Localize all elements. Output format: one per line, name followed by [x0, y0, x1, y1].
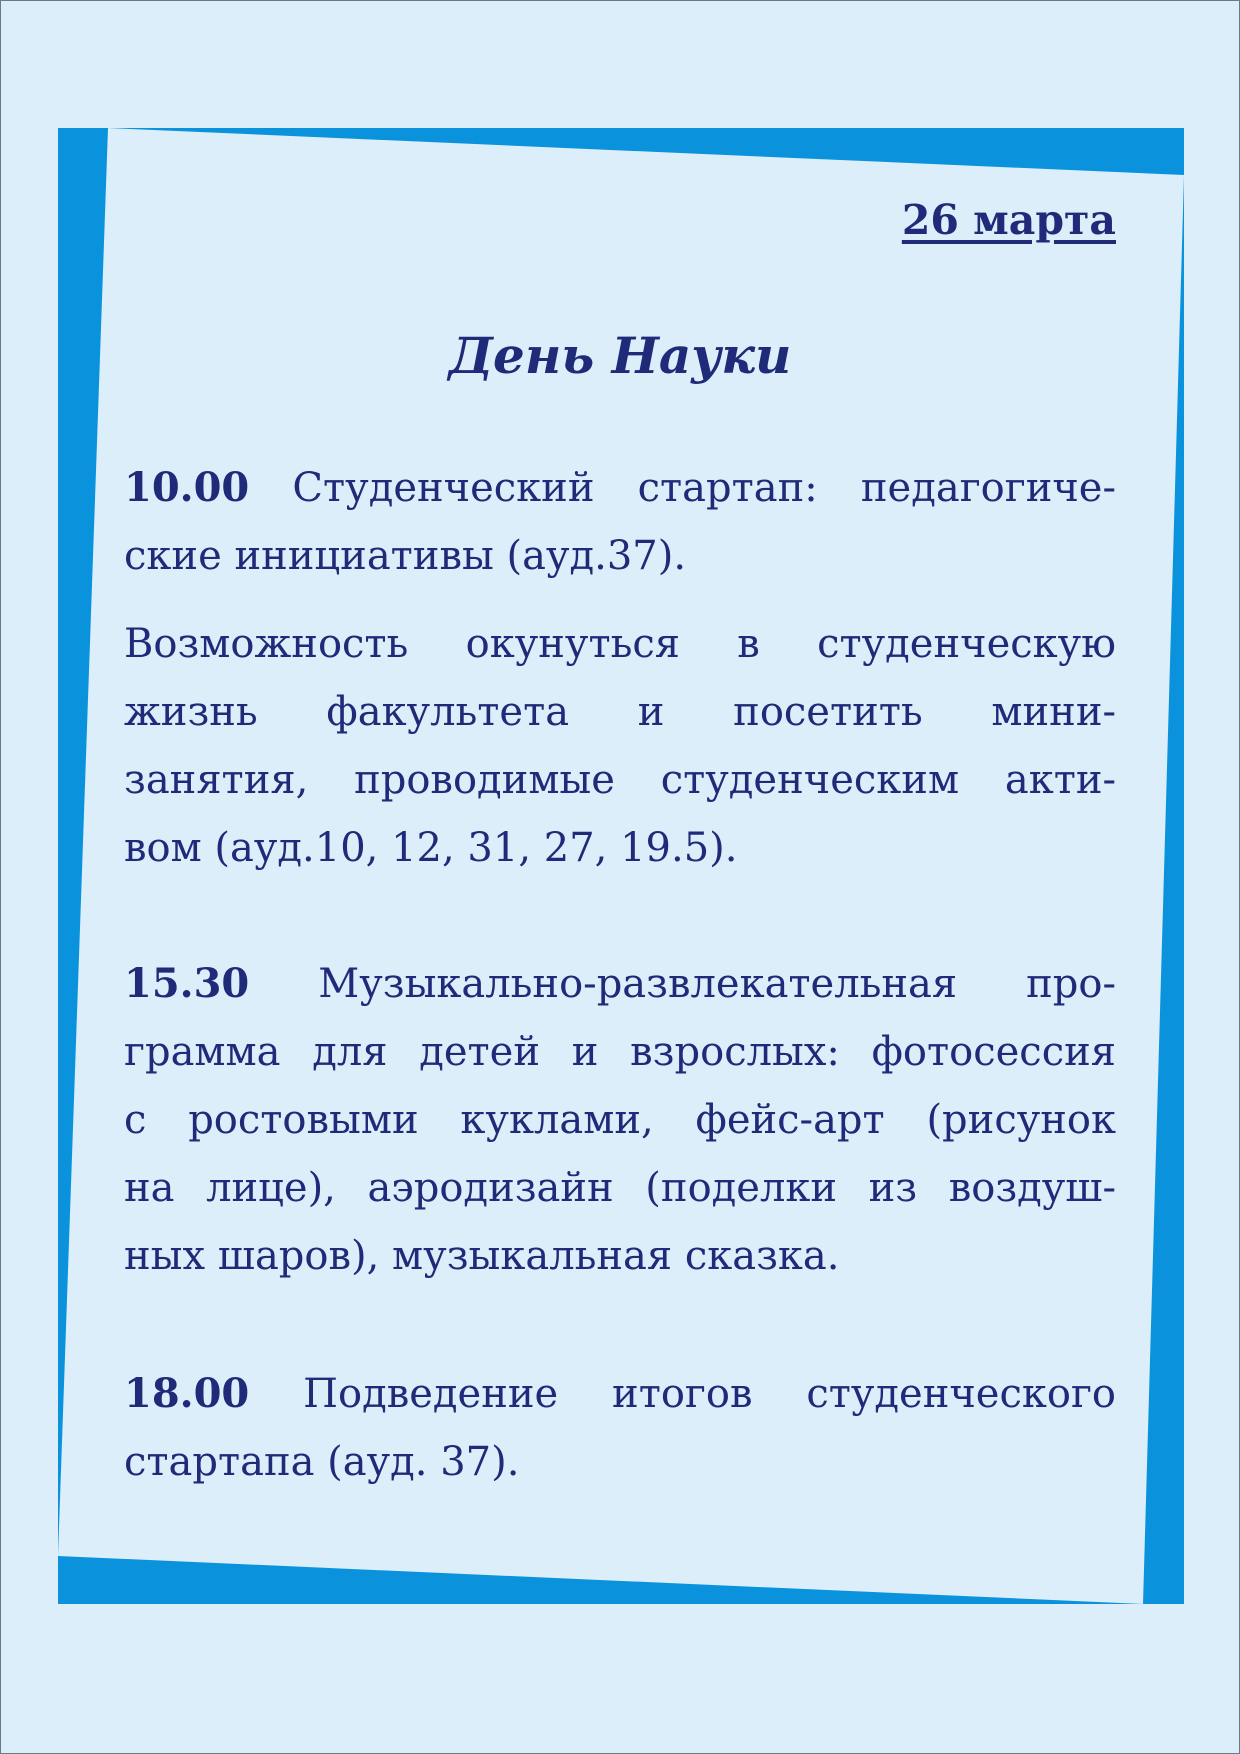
event-text-line: Музыкально-развлекательная про- [249, 961, 1116, 1007]
event-text-line: на лице), аэродизайн (поделки из воздуш- [124, 1165, 1116, 1211]
event-text-line: Возможность окунуться в студенческую [124, 621, 1116, 667]
page-title: День Науки [448, 326, 792, 385]
event-text-line: жизнь факультета и посетить мини- [124, 689, 1116, 735]
event-text-line: с ростовыми куклами, фейс-арт (рисунок [124, 1097, 1116, 1143]
schedule-content [124, 190, 1116, 1496]
event-text-line: Студенческий стартап: педагогиче- [249, 465, 1116, 511]
event-text-line: занятия, проводимые студенческим акти- [124, 757, 1116, 803]
event-time: 18.00 [124, 1370, 250, 1417]
event-item [124, 454, 1116, 590]
event-text-line: стартапа (ауд. 37). [124, 1439, 520, 1485]
event-text-line: Подведение итогов студенческого [249, 1371, 1116, 1417]
event-item [124, 1360, 1116, 1496]
event-time: 10.00 [124, 464, 250, 511]
event-text-line: ных шаров), музыкальная сказка. [124, 1233, 840, 1279]
event-text-line: ские инициативы (ауд.37). [124, 533, 687, 579]
event-date: 26 марта [901, 196, 1116, 244]
event-text-line: грамма для детей и взрослых: фотосессия [124, 1029, 1116, 1075]
event-description [124, 610, 1116, 882]
event-time: 15.30 [124, 960, 250, 1007]
event-text-line: вом (ауд.10, 12, 31, 27, 19.5). [124, 825, 738, 871]
event-item [124, 950, 1116, 1290]
